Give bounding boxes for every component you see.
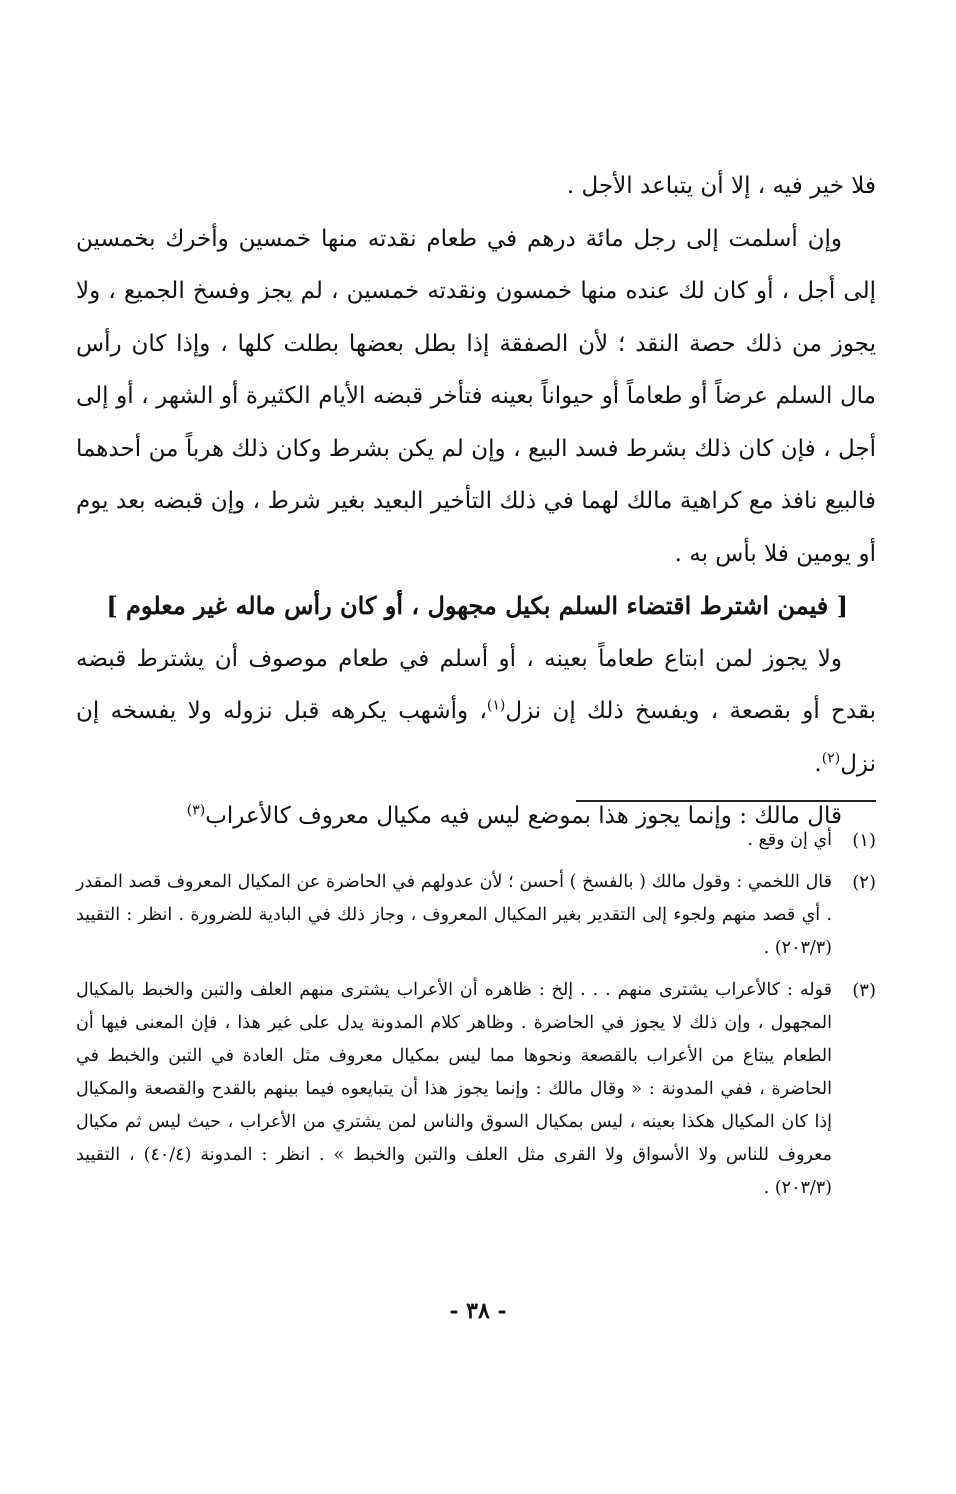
footnote-ref-1[interactable]: (١) <box>486 697 506 714</box>
footnote-1 <box>76 824 876 857</box>
footnote-ref-3[interactable]: (٣) <box>186 802 206 819</box>
paragraph-unknown-measure <box>76 633 876 791</box>
footnote-number: (٣) <box>852 980 876 1001</box>
paragraph-text: قال مالك : وإنما يجوز هذا بموضع ليس فيه مكيال معروف كالأعراب <box>205 803 842 829</box>
footnote-2 <box>76 866 876 965</box>
paragraph-text: ، وأشهب يكرهه قبل نزوله ولا يفسخه إن نزل <box>76 698 876 777</box>
paragraph-text: . <box>814 750 822 777</box>
footnote-separator <box>576 800 876 802</box>
footnote-3 <box>76 974 876 1205</box>
footnote-text: أي إن وقع . <box>747 830 832 850</box>
page-number: - ٣٨ - <box>449 1298 507 1324</box>
footnote-ref-2[interactable]: (٢) <box>821 749 841 766</box>
footnote-text: قوله : كالأعراب يشترى منهم . . . إلخ : ظاهره أن الأعراب يشترى منهم العلف والتبن والخبط بالمكيال المجهول ، وإن ذلك لا يجوز في الحاضرة . وظاهر كلام المدونة يدل على غير هذا ، فإن المعنى فيها أن الطعام يبتاع من الأعراب بالقصعة ونحوها مما ليس بمكيال معروف مثل العادة في التبن والخبط في الحاضرة ، ففي المدونة : « وقال مالك : وإنما يجوز هذا أن يتبايعوه فيما بينهم بالقدح والقصعة والمكيال إذا كان المكيال هكذا بعينه ، ليس بمكيال السوق والناس لمن يشتري من الأعراب ، حيث ليس ثم مكيال معروف للناس ولا الأسواق ولا القرى مثل العلف والتبن والخبط » . انظر : المدونة (٤٠/٤) ، التقييد (٢٠٣/٣) . <box>76 980 832 1198</box>
footnote-number: (٢) <box>852 872 876 893</box>
paragraph-continuation: فلا خير فيه ، إلا أن يتباعد الأجل . <box>566 173 876 199</box>
section-heading: [ فيمن اشترط اقتضاء السلم بكيل مجهول ، أو كان رأس ماله غير معلوم ] <box>106 591 848 620</box>
footnotes <box>76 824 876 1214</box>
paragraph-text: ولا يجوز لمن ابتاع طعاماً بعينه ، أو أسلم في طعام موصوف أن يشترط قبضه بقدح أو بقصعة ، ويفسخ ذلك إن نزل <box>76 645 876 724</box>
footnote-number: (١) <box>852 830 876 851</box>
paragraph-salam-payment: وإن أسلمت إلى رجل مائة درهم في طعام نقدته منها خمسين وأخرك بخمسين إلى أجل ، أو كان لك عنده منها خمسون ونقدته خمسين ، لم يجز وفسخ الجميع ، ولا يجوز من ذلك حصة النقد ؛ لأن الصفقة إذا بطل بعضها بطلت كلها ، وإذا كان رأس مال السلم عرضاً أو طعاماً أو حيواناً بعينه فتأخر قبضه الأيام الكثيرة أو الشهر ، أو إلى أجل ، فإن كان ذلك بشرط فسد البيع ، وإن لم يكن بشرط وكان ذلك هرباً من أحدهما فالبيع نافذ مع كراهية مالك لهما في ذلك التأخير البعيد بغير شرط ، وإن قبضه بعد يوم أو يومين فلا بأس به . <box>76 225 876 567</box>
footnote-text: قال اللخمي : وقول مالك ( بالفسخ ) أحسن ؛ لأن عدولهم في الحاضرة عن المكيال المعروف قصد المقدر . أي قصد منهم ولجوء إلى التقدير بغير المكيال المعروف ، وجاز ذلك في البادية للضرورة . انظر : التقييد (٢٠٣/٣) . <box>76 872 832 958</box>
page-content <box>76 160 876 1198</box>
main-text <box>76 160 876 843</box>
